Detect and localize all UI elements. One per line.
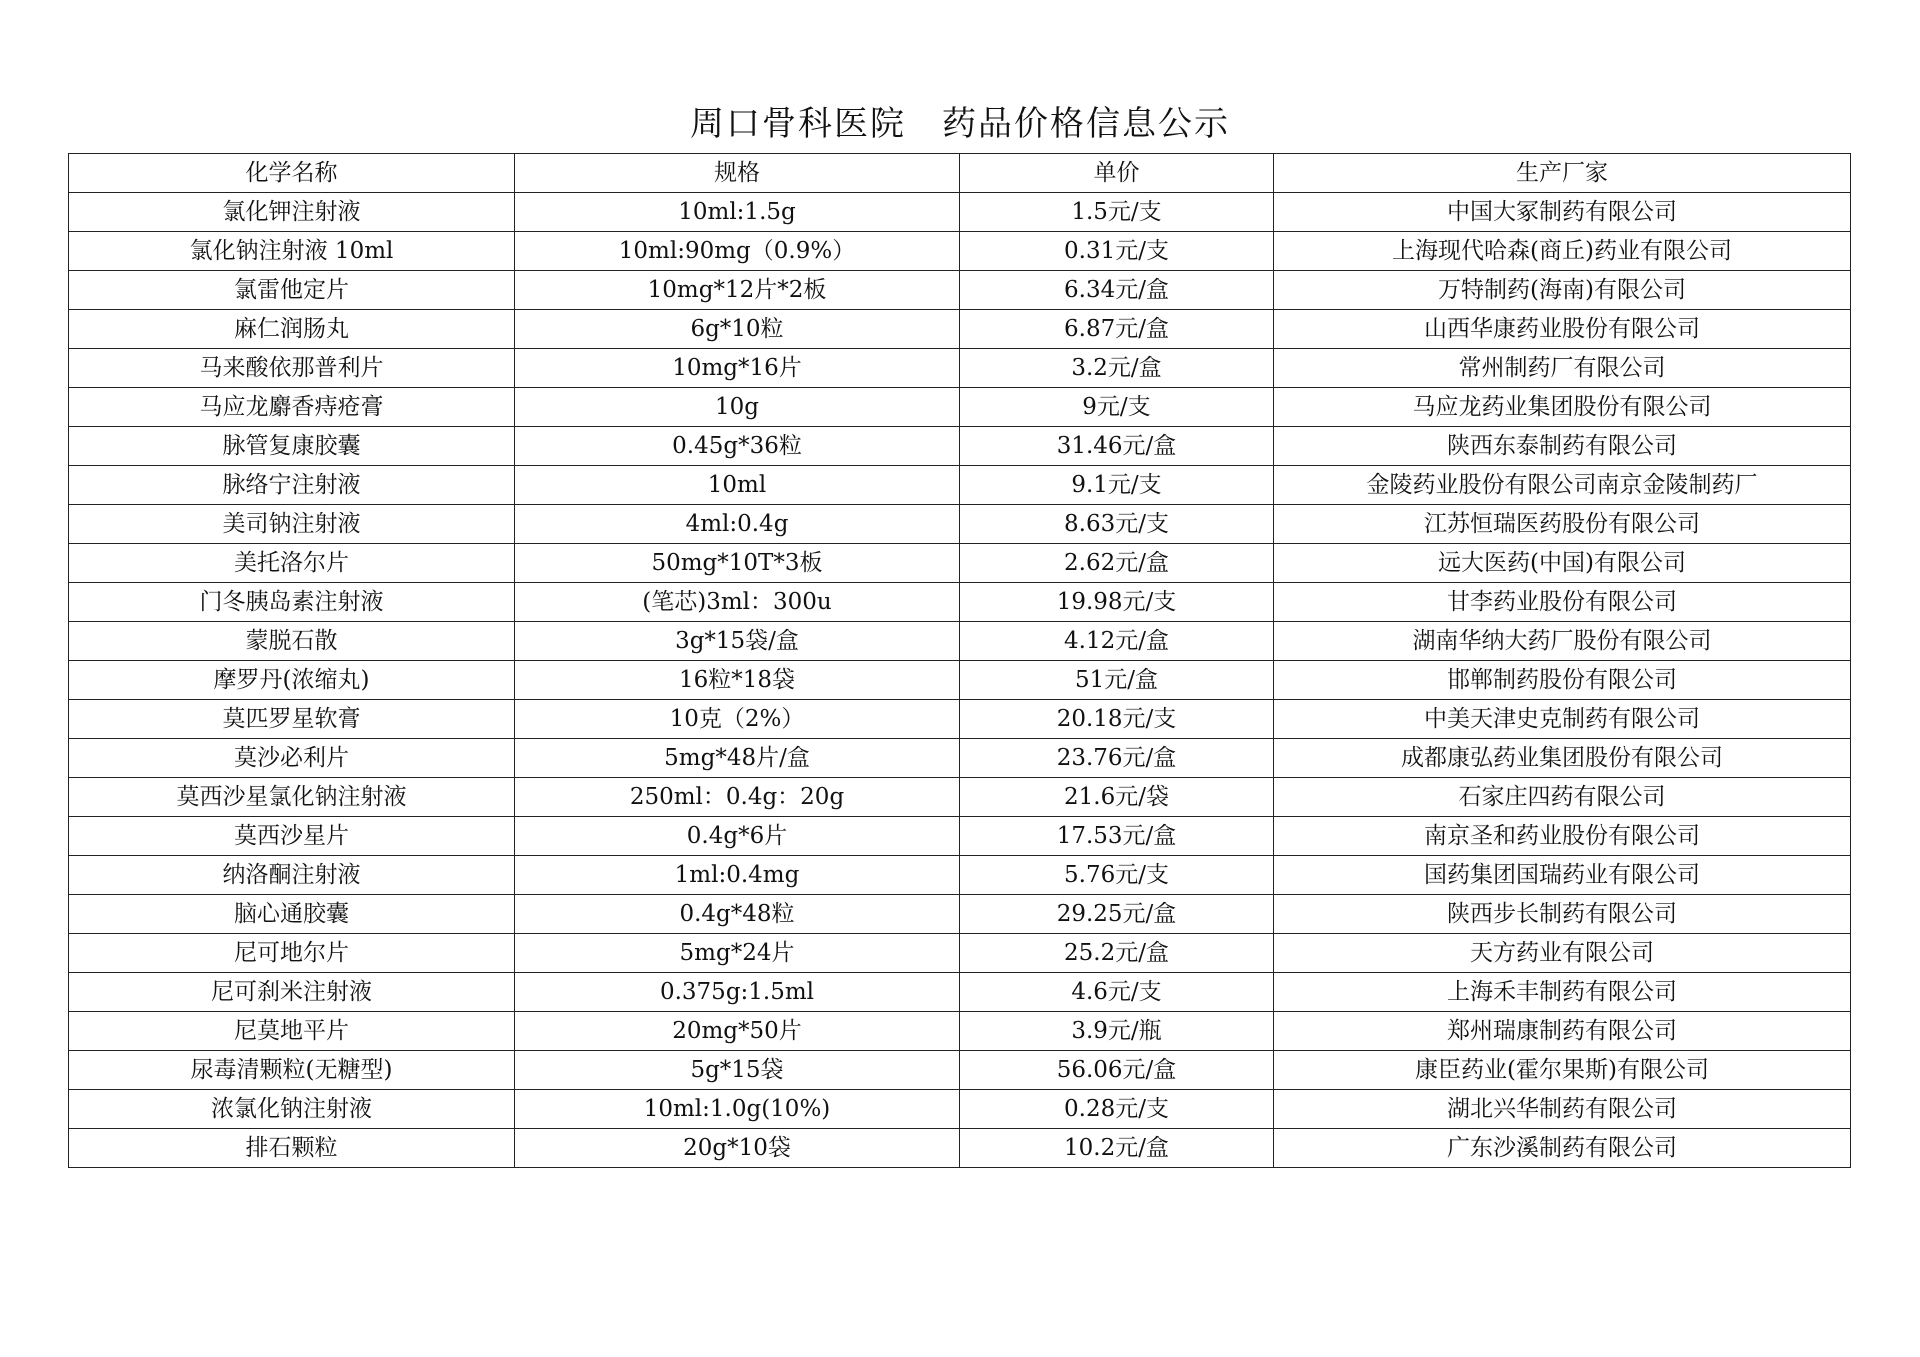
- cell-manufacturer: 中美天津史克制药有限公司: [1274, 700, 1851, 739]
- cell-unit-price: 19.98元/支: [960, 583, 1274, 622]
- cell-manufacturer: 郑州瑞康制药有限公司: [1274, 1012, 1851, 1051]
- cell-unit-price: 25.2元/盒: [960, 934, 1274, 973]
- cell-unit-price: 0.31元/支: [960, 232, 1274, 271]
- cell-unit-price: 20.18元/支: [960, 700, 1274, 739]
- cell-chemical-name: 莫西沙星片: [69, 817, 515, 856]
- cell-manufacturer: 国药集团国瑞药业有限公司: [1274, 856, 1851, 895]
- cell-specification: 10mg*16片: [515, 349, 960, 388]
- table-row: [69, 1012, 1851, 1051]
- cell-specification: 10ml:1.5g: [515, 193, 960, 232]
- cell-manufacturer: 上海禾丰制药有限公司: [1274, 973, 1851, 1012]
- cell-unit-price: 2.62元/盒: [960, 544, 1274, 583]
- table-row: [69, 232, 1851, 271]
- cell-chemical-name: 麻仁润肠丸: [69, 310, 515, 349]
- cell-manufacturer: 江苏恒瑞医药股份有限公司: [1274, 505, 1851, 544]
- column-header-specification: 规格: [515, 154, 960, 193]
- table-row: [69, 1090, 1851, 1129]
- table-row: [69, 778, 1851, 817]
- cell-specification: 50mg*10T*3板: [515, 544, 960, 583]
- cell-unit-price: 31.46元/盒: [960, 427, 1274, 466]
- cell-specification: 0.375g:1.5ml: [515, 973, 960, 1012]
- cell-chemical-name: 浓氯化钠注射液: [69, 1090, 515, 1129]
- cell-chemical-name: 脑心通胶囊: [69, 895, 515, 934]
- cell-specification: 3g*15袋/盒: [515, 622, 960, 661]
- table-row: [69, 466, 1851, 505]
- cell-manufacturer: 常州制药厂有限公司: [1274, 349, 1851, 388]
- table-header-row: [69, 154, 1851, 193]
- table-row: [69, 856, 1851, 895]
- table-row: [69, 583, 1851, 622]
- cell-manufacturer: 中国大冢制药有限公司: [1274, 193, 1851, 232]
- cell-unit-price: 17.53元/盒: [960, 817, 1274, 856]
- cell-manufacturer: 石家庄四药有限公司: [1274, 778, 1851, 817]
- cell-specification: 1ml:0.4mg: [515, 856, 960, 895]
- cell-chemical-name: 莫匹罗星软膏: [69, 700, 515, 739]
- table-row: [69, 1129, 1851, 1168]
- cell-specification: 5mg*24片: [515, 934, 960, 973]
- cell-chemical-name: 马来酸依那普利片: [69, 349, 515, 388]
- cell-specification: 5g*15袋: [515, 1051, 960, 1090]
- cell-manufacturer: 万特制药(海南)有限公司: [1274, 271, 1851, 310]
- table-row: [69, 505, 1851, 544]
- cell-manufacturer: 南京圣和药业股份有限公司: [1274, 817, 1851, 856]
- cell-chemical-name: 纳洛酮注射液: [69, 856, 515, 895]
- table-row: [69, 934, 1851, 973]
- cell-specification: 10ml:1.0g(10%): [515, 1090, 960, 1129]
- cell-unit-price: 5.76元/支: [960, 856, 1274, 895]
- cell-manufacturer: 陕西步长制药有限公司: [1274, 895, 1851, 934]
- cell-chemical-name: 尼可刹米注射液: [69, 973, 515, 1012]
- cell-chemical-name: 氯化钾注射液: [69, 193, 515, 232]
- cell-chemical-name: 尿毒清颗粒(无糖型): [69, 1051, 515, 1090]
- cell-unit-price: 21.6元/袋: [960, 778, 1274, 817]
- cell-manufacturer: 广东沙溪制药有限公司: [1274, 1129, 1851, 1168]
- table-row: [69, 622, 1851, 661]
- cell-chemical-name: 摩罗丹(浓缩丸): [69, 661, 515, 700]
- cell-manufacturer: 湖南华纳大药厂股份有限公司: [1274, 622, 1851, 661]
- cell-unit-price: 9元/支: [960, 388, 1274, 427]
- cell-specification: 10g: [515, 388, 960, 427]
- table-row: [69, 661, 1851, 700]
- cell-specification: 20mg*50片: [515, 1012, 960, 1051]
- table-body: [69, 193, 1851, 1168]
- cell-specification: 0.4g*48粒: [515, 895, 960, 934]
- column-header-chemical-name: 化学名称: [69, 154, 515, 193]
- cell-chemical-name: 美托洛尔片: [69, 544, 515, 583]
- cell-specification: (笔芯)3ml：300u: [515, 583, 960, 622]
- cell-manufacturer: 康臣药业(霍尔果斯)有限公司: [1274, 1051, 1851, 1090]
- cell-specification: 250ml：0.4g：20g: [515, 778, 960, 817]
- page-title: 周口骨科医院 药品价格信息公示: [690, 104, 1230, 144]
- table-row: [69, 895, 1851, 934]
- cell-chemical-name: 氯雷他定片: [69, 271, 515, 310]
- cell-specification: 16粒*18袋: [515, 661, 960, 700]
- cell-manufacturer: 邯郸制药股份有限公司: [1274, 661, 1851, 700]
- cell-chemical-name: 脉管复康胶囊: [69, 427, 515, 466]
- table-row: [69, 193, 1851, 232]
- cell-manufacturer: 成都康弘药业集团股份有限公司: [1274, 739, 1851, 778]
- cell-chemical-name: 尼莫地平片: [69, 1012, 515, 1051]
- cell-manufacturer: 湖北兴华制药有限公司: [1274, 1090, 1851, 1129]
- cell-manufacturer: 山西华康药业股份有限公司: [1274, 310, 1851, 349]
- cell-unit-price: 1.5元/支: [960, 193, 1274, 232]
- table-row: [69, 739, 1851, 778]
- cell-chemical-name: 马应龙麝香痔疮膏: [69, 388, 515, 427]
- table-row: [69, 310, 1851, 349]
- cell-unit-price: 8.63元/支: [960, 505, 1274, 544]
- cell-chemical-name: 尼可地尔片: [69, 934, 515, 973]
- cell-manufacturer: 陕西东泰制药有限公司: [1274, 427, 1851, 466]
- table-row: [69, 427, 1851, 466]
- cell-manufacturer: 金陵药业股份有限公司南京金陵制药厂: [1274, 466, 1851, 505]
- cell-unit-price: 0.28元/支: [960, 1090, 1274, 1129]
- cell-specification: 10mg*12片*2板: [515, 271, 960, 310]
- cell-unit-price: 3.2元/盒: [960, 349, 1274, 388]
- cell-unit-price: 4.12元/盒: [960, 622, 1274, 661]
- column-header-manufacturer: 生产厂家: [1274, 154, 1851, 193]
- cell-unit-price: 56.06元/盒: [960, 1051, 1274, 1090]
- cell-chemical-name: 美司钠注射液: [69, 505, 515, 544]
- cell-chemical-name: 莫西沙星氯化钠注射液: [69, 778, 515, 817]
- cell-specification: 20g*10袋: [515, 1129, 960, 1168]
- cell-unit-price: 23.76元/盒: [960, 739, 1274, 778]
- cell-unit-price: 6.34元/盒: [960, 271, 1274, 310]
- cell-specification: 4ml:0.4g: [515, 505, 960, 544]
- cell-unit-price: 29.25元/盒: [960, 895, 1274, 934]
- cell-manufacturer: 远大医药(中国)有限公司: [1274, 544, 1851, 583]
- cell-chemical-name: 蒙脱石散: [69, 622, 515, 661]
- cell-specification: 0.4g*6片: [515, 817, 960, 856]
- cell-chemical-name: 氯化钠注射液 10ml: [69, 232, 515, 271]
- cell-specification: 5mg*48片/盒: [515, 739, 960, 778]
- table-row: [69, 544, 1851, 583]
- cell-specification: 10ml: [515, 466, 960, 505]
- cell-chemical-name: 莫沙必利片: [69, 739, 515, 778]
- cell-specification: 10克（2%）: [515, 700, 960, 739]
- cell-unit-price: 4.6元/支: [960, 973, 1274, 1012]
- cell-manufacturer: 上海现代哈森(商丘)药业有限公司: [1274, 232, 1851, 271]
- drug-price-table: [68, 153, 1851, 1168]
- table-row: [69, 388, 1851, 427]
- cell-unit-price: 6.87元/盒: [960, 310, 1274, 349]
- cell-manufacturer: 甘李药业股份有限公司: [1274, 583, 1851, 622]
- cell-unit-price: 10.2元/盒: [960, 1129, 1274, 1168]
- cell-specification: 10ml:90mg（0.9%）: [515, 232, 960, 271]
- table-row: [69, 700, 1851, 739]
- cell-manufacturer: 马应龙药业集团股份有限公司: [1274, 388, 1851, 427]
- cell-unit-price: 51元/盒: [960, 661, 1274, 700]
- cell-manufacturer: 天方药业有限公司: [1274, 934, 1851, 973]
- cell-chemical-name: 排石颗粒: [69, 1129, 515, 1168]
- cell-specification: 6g*10粒: [515, 310, 960, 349]
- table-row: [69, 1051, 1851, 1090]
- cell-chemical-name: 脉络宁注射液: [69, 466, 515, 505]
- cell-unit-price: 3.9元/瓶: [960, 1012, 1274, 1051]
- table-row: [69, 271, 1851, 310]
- column-header-unit-price: 单价: [960, 154, 1274, 193]
- cell-unit-price: 9.1元/支: [960, 466, 1274, 505]
- cell-specification: 0.45g*36粒: [515, 427, 960, 466]
- table-row: [69, 817, 1851, 856]
- table-row: [69, 349, 1851, 388]
- table-row: [69, 973, 1851, 1012]
- cell-chemical-name: 门冬胰岛素注射液: [69, 583, 515, 622]
